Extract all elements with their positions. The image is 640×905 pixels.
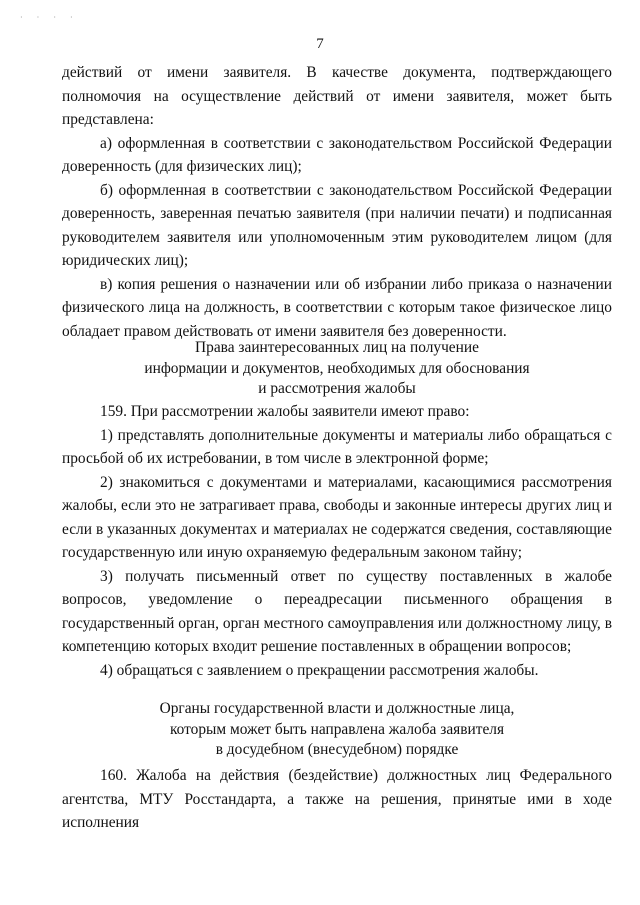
paragraph-item-c: в) копия решения о назначении или об избрании либо приказа о назначении физического лица на должность, в соответствии с которым такое физическое лицо обладает правом действовать от имени заявителя без доверенности.	[62, 275, 612, 340]
heading-rights	[62, 338, 612, 400]
scan-artifact: · · · ·	[20, 13, 79, 22]
paragraph-159-item-1: 1) представлять дополнительные документы и материалы либо обращаться с просьбой об их истребовании, в том числе в электронной форме;	[62, 426, 612, 467]
section-middle	[62, 400, 612, 682]
heading-authorities-line-2: которым может быть направлена жалоба заявителя	[169, 720, 505, 738]
paragraph-159-item-3: 3) получать письменный ответ по существу поставленных в жалобе вопросов, уведомление о переадресации письменного обращения в государственный орган, орган местного самоуправления или должностному лицу, в компетенцию которых входит решение поставленных в обращении вопросов;	[62, 567, 612, 655]
paragraph-continuation: действий от имени заявителя. В качестве документа, подтверждающего полномочия на осуществление действий от имени заявителя, может быть представлена:	[62, 64, 612, 128]
page-number: 7	[316, 36, 324, 52]
paragraph-item-a: а) оформленная в соответствии с законодательством Российской Федерации доверенность (для физических лиц);	[62, 134, 612, 175]
heading-rights-line-3: и рассмотрения жалобы	[258, 380, 416, 397]
paragraph-160: 160. Жалоба на действия (бездействие) должностных лиц Федерального агентства, МТУ Росстандарта, а также на решения, принятые ими в ходе исполнения	[62, 767, 612, 831]
paragraph-159: 159. При рассмотрении жалобы заявители имеют право:	[100, 403, 470, 420]
section-heading-rights	[62, 338, 612, 400]
heading-rights-line-2: информации и документов, необходимых для обоснования	[144, 359, 530, 377]
paragraph-159-item-2: 2) знакомиться с документами и материалами, касающимися рассмотрения жалобы, если это не затрагивает права, свободы и законные интересы других лиц и если в указанных документах и материалах не содержатся сведения, составляющие государственную или иную охраняемую федеральным законом тайну;	[62, 473, 612, 561]
section-top	[62, 61, 612, 343]
paragraph-159-item-4: 4) обращаться с заявлением о прекращении рассмотрения жалобы.	[100, 661, 539, 679]
heading-rights-line-1: Права заинтересованных лиц на получение	[195, 339, 479, 356]
heading-authorities-line-1: Органы государственной власти и должностные лица,	[159, 700, 515, 717]
heading-authorities	[62, 699, 612, 761]
heading-authorities-line-3: в досудебном (внесудебном) порядке	[215, 741, 459, 758]
paragraph-item-b: б) оформленная в соответствии с законодательством Российской Федерации доверенность, заверенная печатью заявителя (при наличии печати) и подписанная руководителем заявителя или уполномоченным этим руководителем лицом (для юридических лиц);	[62, 181, 612, 269]
section-bottom	[62, 764, 612, 835]
section-heading-authorities	[62, 699, 612, 761]
